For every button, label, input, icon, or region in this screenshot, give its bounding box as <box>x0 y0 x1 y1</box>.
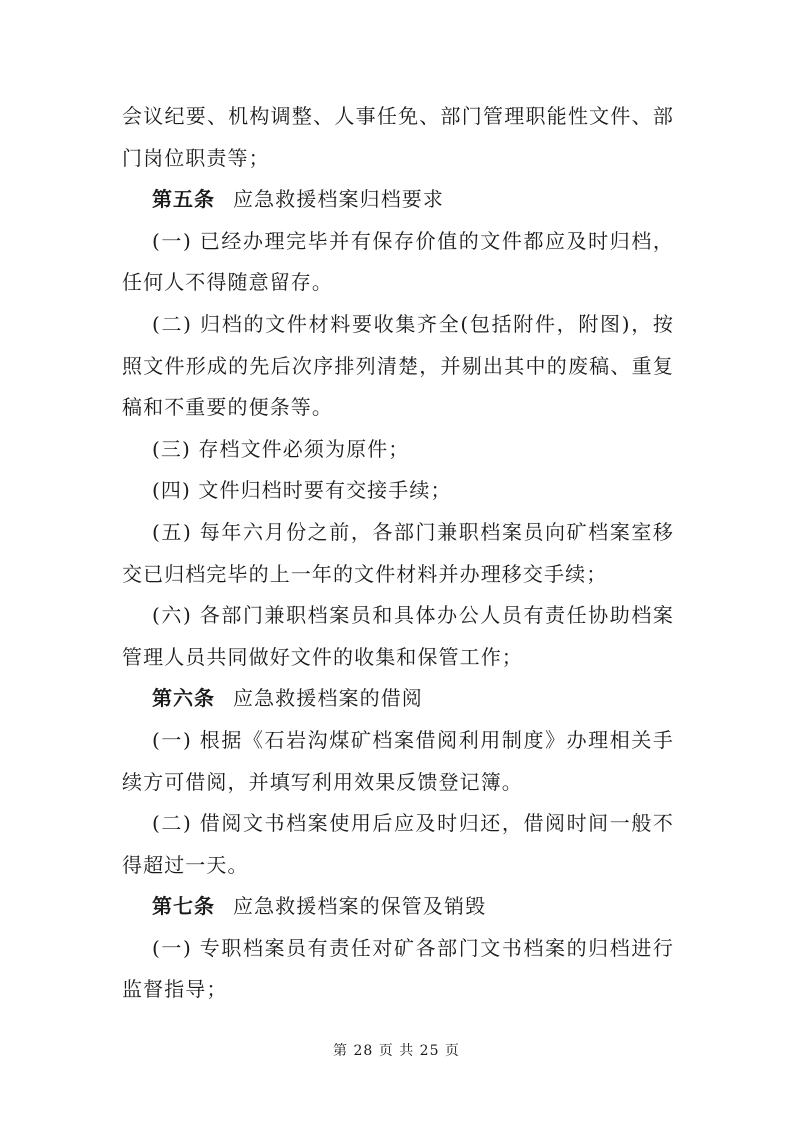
article-heading <box>122 886 674 928</box>
article-title: 应急救援档案归档要求 <box>233 187 444 212</box>
clause-line: (一) 专职档案员有责任对矿各部门文书档案的归档进行 <box>152 935 674 960</box>
article-title: 应急救援档案的借阅 <box>233 686 423 711</box>
article-number: 第六条 <box>152 686 215 711</box>
article-title: 应急救援档案的保管及销毁 <box>233 894 487 919</box>
article-number: 第七条 <box>152 894 215 919</box>
clause-line: (二) 借阅文书档案使用后应及时归还，借阅时间一般不 <box>152 811 674 836</box>
body-line: 得超过一天。 <box>122 852 249 877</box>
clause-line: (六) 各部门兼职档案员和具体办公人员有责任协助档案 <box>152 603 674 628</box>
body-line: 照文件形成的先后次序排列清楚，并剔出其中的废稿、重复 <box>122 353 674 378</box>
clause-line: (二) 归档的文件材料要收集齐全(包括附件，附图)，按 <box>152 311 674 336</box>
clause-line: (一) 根据《石岩沟煤矿档案借阅利用制度》办理相关手 <box>152 727 674 752</box>
body-line: 稿和不重要的便条等。 <box>122 395 333 420</box>
article-heading <box>122 179 674 221</box>
body-line: 交已归档完毕的上一年的文件材料并办理移交手续； <box>122 561 608 586</box>
body-line: 监督指导； <box>122 977 228 1002</box>
article-heading <box>122 678 674 720</box>
clause-line: (五) 每年六月份之前，各部门兼职档案员向矿档案室移 <box>152 519 674 544</box>
body-line: 会议纪要、机构调整、人事任免、部门管理职能性文件、部 <box>122 104 674 128</box>
clause-line: (一) 已经办理完毕并有保存价值的文件都应及时归档， <box>152 228 674 253</box>
clause-line: (四) 文件归档时要有交接手续； <box>152 478 452 503</box>
clause-line: (三) 存档文件必须为原件； <box>152 436 410 461</box>
article-number: 第五条 <box>152 187 215 212</box>
body-line: 管理人员共同做好文件的收集和保管工作； <box>122 644 523 669</box>
body-line: 门岗位职责等； <box>122 145 270 170</box>
body-line: 任何人不得随意留存。 <box>122 270 333 295</box>
body-line: 续方可借阅，并填写利用效果反馈登记簿。 <box>122 769 523 794</box>
page-number-footer: 第 28 页 共 25 页 <box>333 1043 460 1059</box>
document-body <box>122 96 674 1011</box>
